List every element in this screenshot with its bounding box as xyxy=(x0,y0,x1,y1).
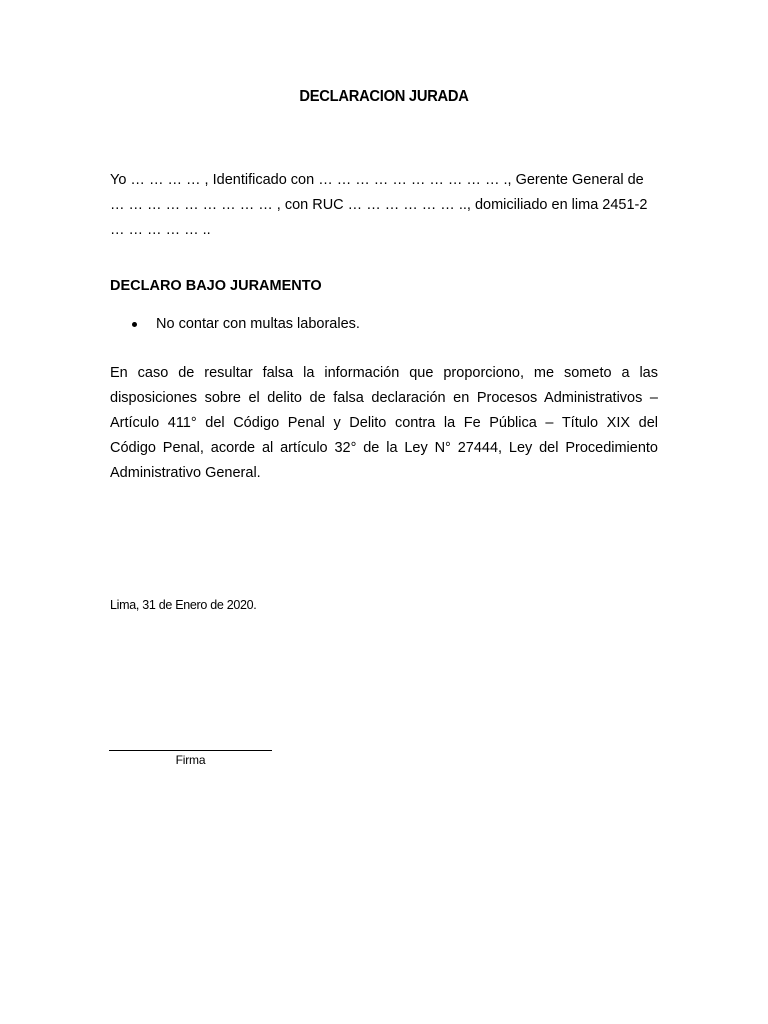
intro-line: Yo … … … … , Identificado con … … … … … … … … … … ., Gerente General de xyxy=(110,172,644,188)
legal-line: Código Penal, acorde al artículo 32° de la Ley N° 27444, Ley del Procedimiento xyxy=(110,440,658,456)
intro-line: … … … … … .. xyxy=(110,222,211,238)
intro-line: … … … … … … … … … , con RUC … … … … … … .., domiciliado en lima 2451-2 xyxy=(110,197,648,213)
legal-line: disposiciones sobre el delito de falsa declaración en Procesos Administrativos – xyxy=(110,390,658,406)
legal-line: Artículo 411° del Código Penal y Delito contra la Fe Pública – Título XIX del xyxy=(110,415,658,431)
signature-line xyxy=(109,750,272,751)
intro-paragraph xyxy=(110,168,658,243)
list-item: No contar con multas laborales. xyxy=(130,312,360,337)
legal-paragraph xyxy=(110,361,658,486)
document-title: DECLARACION JURADA xyxy=(299,88,469,105)
declaration-heading: DECLARO BAJO JURAMENTO xyxy=(110,278,322,294)
legal-line: En caso de resultar falsa la información que proporciono, me someto a las xyxy=(110,365,658,381)
place-and-date: Lima, 31 de Enero de 2020. xyxy=(110,598,257,612)
legal-line: Administrativo General. xyxy=(110,465,261,481)
declaration-list xyxy=(130,312,360,337)
signature-label: Firma xyxy=(175,753,206,767)
